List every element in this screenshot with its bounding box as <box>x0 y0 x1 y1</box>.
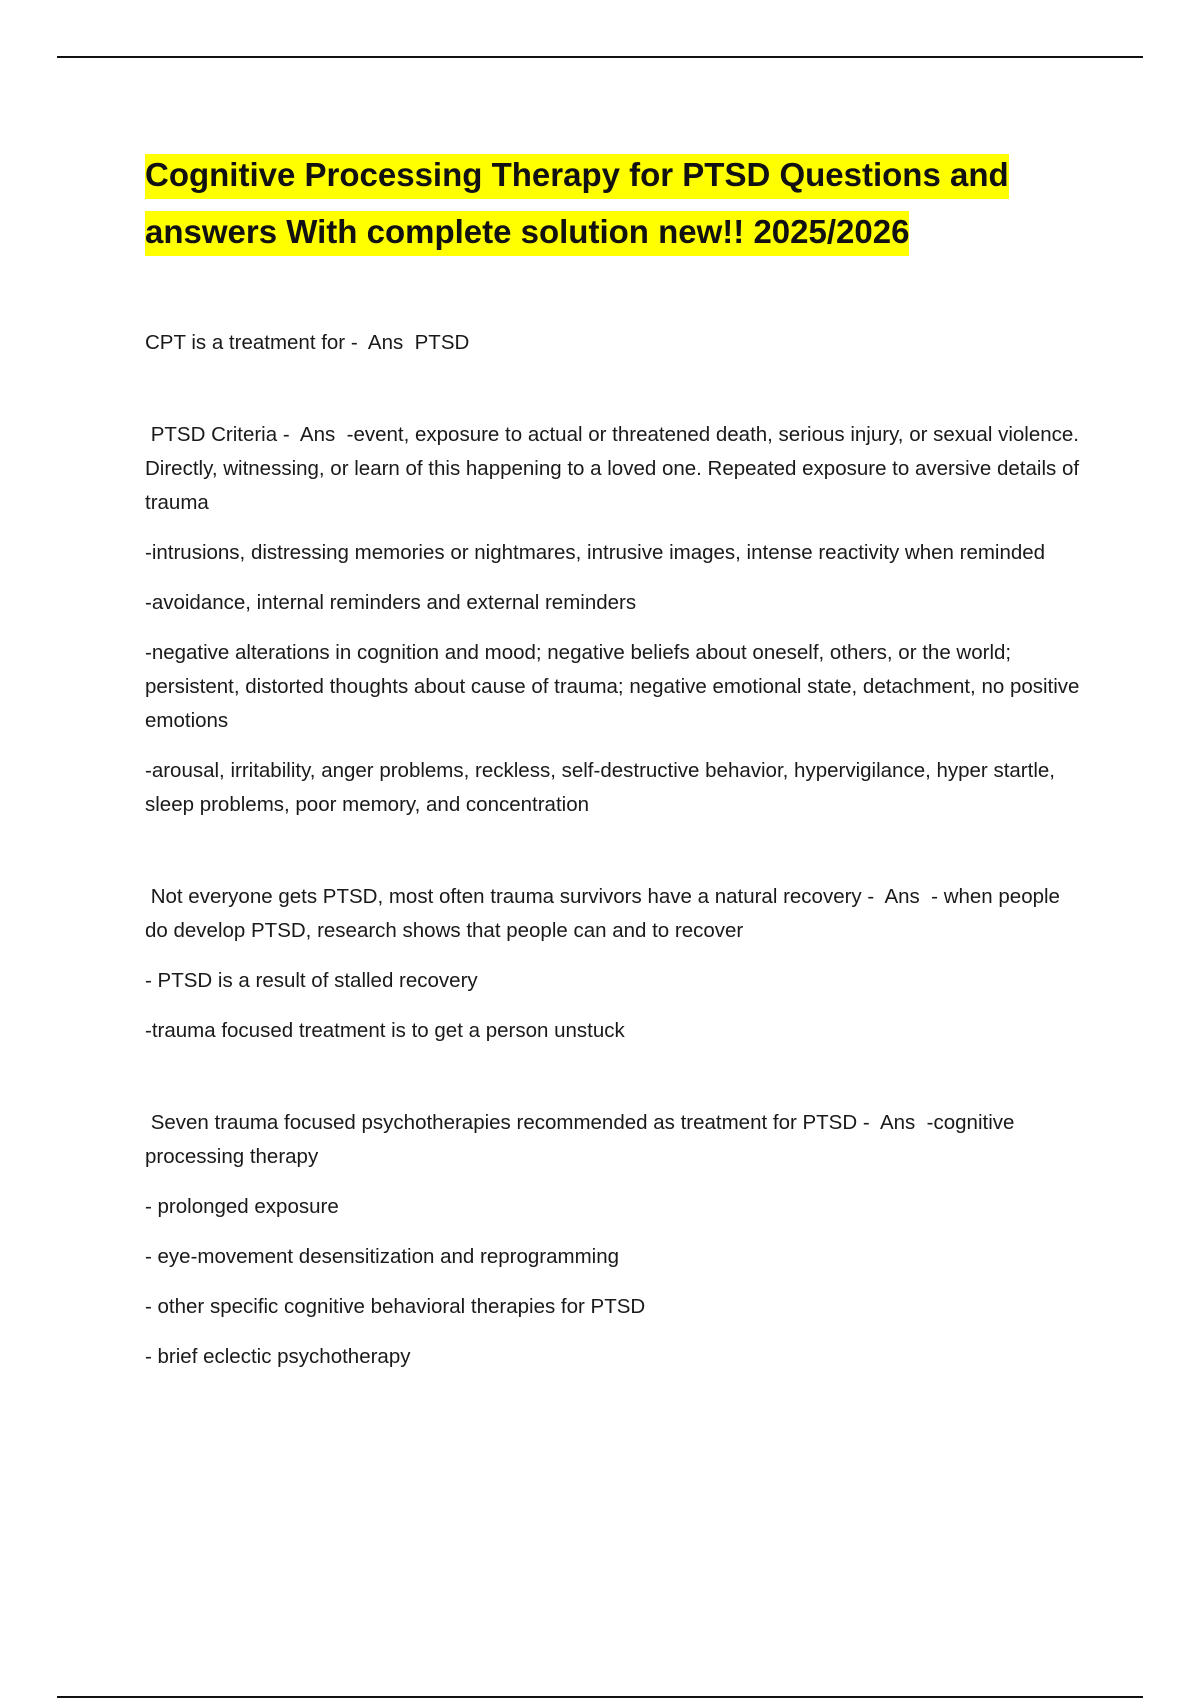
qa-block <box>145 880 1080 1048</box>
qa-paragraph: -negative alterations in cognition and mood; negative beliefs about oneself, others, or the world; persistent, distorted thoughts about cause of trauma; negative emotional state, detachment, no positive emotions <box>145 641 1086 732</box>
document-title <box>145 146 1105 260</box>
footer-rule <box>57 1696 1143 1698</box>
qa-paragraph: - eye-movement desensitization and reprogramming <box>145 1245 620 1268</box>
document-body <box>145 326 1086 1390</box>
header-rule <box>57 56 1143 58</box>
qa-paragraph: -arousal, irritability, anger problems, reckless, self-destructive behavior, hypervigilance, hyper startle, sleep problems, poor memory, and concentration <box>145 759 1061 816</box>
qa-paragraph: Seven trauma focused psychotherapies recommended as treatment for PTSD - Ans -cognitive processing therapy <box>145 1111 1021 1168</box>
qa-paragraph: PTSD Criteria - Ans -event, exposure to actual or threatened death, serious injury, or sexual violence. Directly, witnessing, or learn of this happening to a loved one. Repeated exposure to aversive details of trauma <box>145 423 1085 514</box>
qa-paragraph: CPT is a treatment for - Ans PTSD <box>145 331 470 354</box>
qa-block <box>145 418 1086 822</box>
qa-paragraph: -intrusions, distressing memories or nightmares, intrusive images, intense reactivity when reminded <box>145 541 1046 564</box>
qa-block <box>145 1106 1080 1374</box>
document-title-highlight: Cognitive Processing Therapy for PTSD Questions and answers With complete solution new!! 2025/2026 <box>145 154 1009 256</box>
qa-paragraph: Not everyone gets PTSD, most often trauma survivors have a natural recovery - Ans - when people do develop PTSD, research shows that people can and to recover <box>145 885 1066 942</box>
qa-paragraph: - prolonged exposure <box>145 1195 339 1218</box>
qa-block <box>145 326 1080 360</box>
qa-paragraph: -trauma focused treatment is to get a person unstuck <box>145 1019 625 1042</box>
qa-paragraph: - PTSD is a result of stalled recovery <box>145 969 478 992</box>
qa-paragraph: - other specific cognitive behavioral therapies for PTSD <box>145 1295 646 1318</box>
qa-paragraph: - brief eclectic psychotherapy <box>145 1345 411 1368</box>
qa-paragraph: -avoidance, internal reminders and external reminders <box>145 591 637 614</box>
